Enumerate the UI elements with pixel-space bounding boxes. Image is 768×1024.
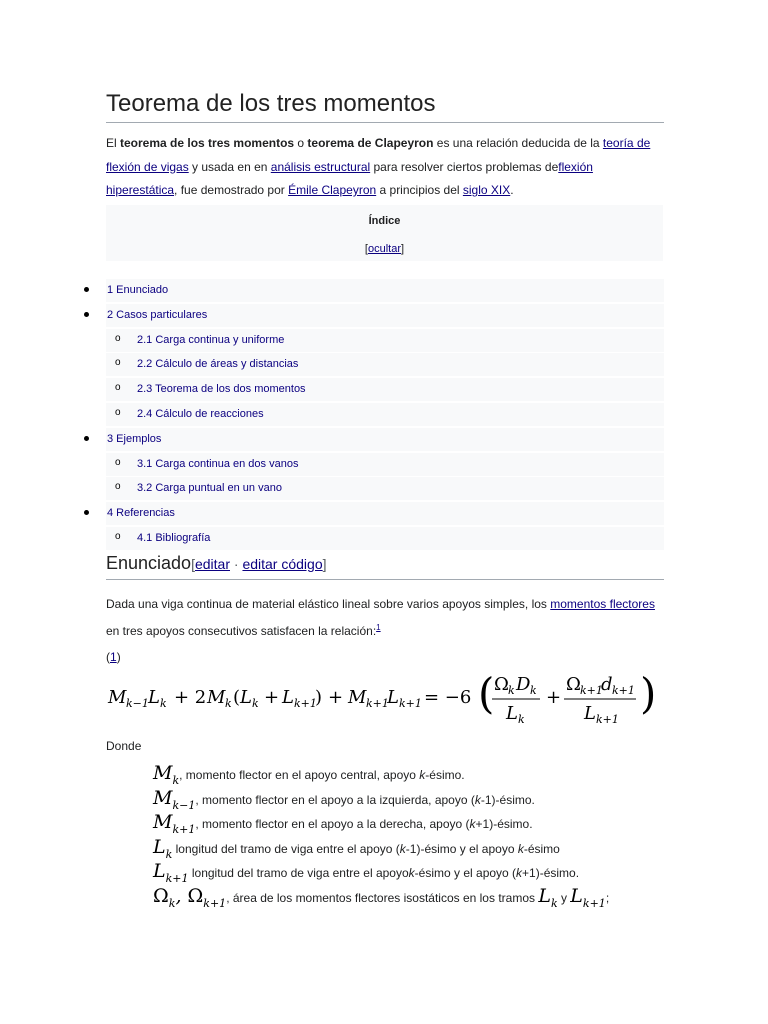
definition-text: longitud del tramo de viga entre el apoyo ( <box>172 841 400 856</box>
statement-paragraph <box>106 593 666 643</box>
toc-link[interactable]: 2.3 Teorema de los dos momentos <box>137 383 306 396</box>
definition-item <box>153 811 673 836</box>
definition-emphasis: k <box>408 866 415 881</box>
circle-bullet-icon: o <box>115 382 121 394</box>
eq-term: L <box>387 687 399 708</box>
math-symbol: $M_k$ <box>153 762 180 787</box>
bold-term: teorema de los tres momentos <box>120 136 295 150</box>
eq-term: d <box>601 674 613 695</box>
section-title: Enunciado <box>106 553 192 573</box>
math-subscript: k <box>172 773 180 787</box>
eq-term: L <box>584 703 596 724</box>
eq-sub: k+1 <box>596 713 619 726</box>
donde-label: Donde <box>106 739 142 753</box>
definition-emphasis: k <box>516 866 523 881</box>
definition-text: +1)-ésimo. <box>475 817 533 832</box>
definition-item-omega <box>153 885 673 910</box>
statement-text: Dada una viga continua de material elástico lineal sobre varios apoyos simples, los <box>106 597 551 611</box>
toc-row-background <box>106 502 664 525</box>
toc-link[interactable]: 2.2 Cálculo de áreas y distancias <box>137 358 299 371</box>
definition-text: y <box>557 890 571 905</box>
definition-text: -1)-ésimo y el apoyo <box>405 841 518 856</box>
eq-term: M <box>108 687 127 708</box>
paren: ( <box>106 650 110 664</box>
definition-item <box>153 787 673 812</box>
definition-text: , momento flector en el apoyo a la derecha, apoyo ( <box>195 817 470 832</box>
toc-link[interactable]: 2.1 Carga continua y uniforme <box>137 333 285 346</box>
link-hiperestatica[interactable]: hiperestática <box>106 183 175 197</box>
eq-sub: k <box>530 684 537 697</box>
bullet-icon <box>84 312 89 317</box>
math-subscript: k+1 <box>165 872 189 886</box>
math-subscript: k+1 <box>582 896 606 910</box>
eq-op: + 2 <box>174 687 207 708</box>
eq-sub: k+1 <box>399 697 422 710</box>
math-symbol: $M_{k-1}$ <box>153 786 196 812</box>
toc-link[interactable]: 3 Ejemplos <box>107 432 162 445</box>
eq-op: + <box>264 687 280 708</box>
circle-bullet-icon: o <box>115 406 121 418</box>
intro-text: a principios del <box>376 183 463 197</box>
math-subscript: k+1 <box>203 896 227 910</box>
three-moment-equation <box>106 668 666 730</box>
eq-paren: ( <box>478 669 495 718</box>
toc-link[interactable]: 3.1 Carga continua en dos vanos <box>137 457 299 470</box>
definition-text: -ésimo. <box>425 768 465 782</box>
bracket: [ <box>191 556 195 572</box>
intro-text: , fue demostrado por <box>174 183 289 197</box>
definitions-list <box>153 762 673 910</box>
eq-term: D <box>516 674 531 695</box>
intro-text: para resolver ciertos problemas de <box>370 159 559 174</box>
intro-text: El <box>106 136 121 150</box>
definition-emphasis: k <box>517 841 524 856</box>
toc-hide-link[interactable]: ocultar <box>367 243 402 255</box>
bracket: ] <box>401 243 405 255</box>
eq-sub: k+1 <box>580 684 603 697</box>
eq-sub: k <box>508 684 515 697</box>
link-momentos-flectores[interactable]: momentos flectores <box>550 597 655 611</box>
eq-term: L <box>240 687 252 708</box>
definition-text: , momento flector en el apoyo a la izquierda, apoyo ( <box>195 792 475 807</box>
link-flexion[interactable]: flexión <box>558 159 593 174</box>
eq-term: L <box>282 687 294 708</box>
definition-text: , área de los momentos flectores isostáticos en los tramos <box>226 890 539 905</box>
eq-op: ( <box>233 687 241 708</box>
link-siglo-xix[interactable]: siglo XIX <box>462 183 511 197</box>
toc-toggle <box>106 243 663 255</box>
math-symbol: $\Omega_{k+1}$ <box>187 884 227 910</box>
intro-text: es una relación deducida de la <box>433 136 603 150</box>
math-symbol: $M_{k+1}$ <box>153 811 196 836</box>
definition-emphasis: k <box>469 817 476 832</box>
math-symbol: $\Omega_k$ <box>153 884 176 910</box>
definition-text: ; <box>605 890 610 905</box>
math-symbol: $L_{k+1}$ <box>570 884 606 910</box>
bullet-icon <box>84 436 89 441</box>
definition-item <box>153 762 673 787</box>
eq-sub: k+1 <box>294 697 317 710</box>
toc-row-background <box>106 428 664 451</box>
eq-term: L <box>148 687 160 708</box>
toc-row-background <box>106 279 664 302</box>
eq-sub: k+1 <box>366 697 389 710</box>
toc-link[interactable]: 2.4 Cálculo de reacciones <box>137 407 264 420</box>
definition-emphasis: k <box>474 792 481 807</box>
math-subscript: k+1 <box>172 822 196 836</box>
intro-text: o <box>294 136 308 150</box>
intro-text: y usada en en <box>188 159 271 174</box>
eq-op: + <box>328 687 344 708</box>
eq-term: Ω <box>494 674 509 695</box>
eq-term: L <box>506 703 518 724</box>
intro-paragraph <box>106 132 666 203</box>
reference-link[interactable]: 1 <box>376 623 381 632</box>
toc-list <box>80 283 664 556</box>
link-emile-clapeyron[interactable]: Émile Clapeyron <box>288 183 377 197</box>
bracket: ] <box>322 556 327 572</box>
definition-emphasis: k <box>419 768 426 782</box>
math-comma: , <box>175 884 188 907</box>
math-subscript: k <box>550 896 558 910</box>
toc-title: Índice <box>368 215 401 227</box>
equation-number-link[interactable]: 1 <box>110 650 117 664</box>
eq-op: ) <box>315 687 323 708</box>
eq-sub: k <box>225 697 232 710</box>
edit-link[interactable]: editar <box>194 556 230 572</box>
bold-term: teorema de Clapeyron <box>307 136 434 150</box>
circle-bullet-icon: o <box>115 332 121 344</box>
definition-text: -ésimo <box>523 841 560 856</box>
eq-sub: k <box>518 713 525 726</box>
circle-bullet-icon: o <box>115 357 121 369</box>
definition-text: -ésimo y el apoyo ( <box>414 866 517 881</box>
toc-link[interactable]: 4 Referencias <box>107 507 175 520</box>
bracket: [ <box>364 243 368 255</box>
definition-text: longitud del tramo de viga entre el apoyo <box>188 866 409 881</box>
page-title: Teorema de los tres momentos <box>106 88 664 123</box>
bullet-icon <box>84 510 89 515</box>
definition-text: +1)-ésimo. <box>522 866 580 881</box>
eq-sub: k+1 <box>612 684 635 697</box>
definition-item <box>153 836 673 861</box>
eq-sub: k−1 <box>126 697 149 710</box>
bullet-icon <box>84 287 89 292</box>
link-analisis-estructural[interactable]: análisis estructural <box>270 159 371 174</box>
definition-text: -1)-ésimo. <box>480 792 535 807</box>
definition-text: , momento flector en el apoyo central, apoyo <box>179 768 420 782</box>
section-heading-enunciado <box>106 551 664 580</box>
circle-bullet-icon: o <box>115 530 121 542</box>
circle-bullet-icon: o <box>115 456 121 468</box>
definition-item <box>153 860 673 885</box>
definition-emphasis: k <box>399 841 406 856</box>
edit-code-link[interactable]: editar código <box>242 556 323 572</box>
math-symbol: $L_k$ <box>538 884 558 910</box>
intro-text: . <box>510 183 514 197</box>
equation-number <box>106 650 121 664</box>
circle-bullet-icon: o <box>115 481 121 493</box>
toc-link[interactable]: 2 Casos particulares <box>107 308 208 321</box>
eq-op: + <box>546 687 562 708</box>
math-subscript: k−1 <box>172 798 196 812</box>
edit-links <box>191 556 326 572</box>
math-subscript: k <box>165 847 173 861</box>
eq-op: = −6 <box>424 687 472 708</box>
statement-text: en tres apoyos consecutivos satisfacen la relación: <box>106 624 377 638</box>
math-symbol: $L_{k+1}$ <box>153 860 189 886</box>
eq-sub: k <box>252 697 259 710</box>
eq-term: Ω <box>566 674 581 695</box>
toc-link[interactable]: 4.1 Bibliografía <box>137 531 211 544</box>
link-teoria-flexion[interactable]: teoría de flexión de vigas <box>106 136 651 174</box>
toc-link[interactable]: 3.2 Carga puntual en un vano <box>137 482 282 495</box>
eq-paren: ) <box>640 669 657 718</box>
math-subscript: k <box>168 896 176 910</box>
eq-term: M <box>348 687 367 708</box>
eq-term: M <box>207 687 226 708</box>
math-symbol: $L_k$ <box>153 835 173 861</box>
toc-link[interactable]: 1 Enunciado <box>107 284 169 296</box>
eq-sub: k <box>160 697 167 710</box>
separator: · <box>230 556 243 572</box>
toc-box <box>106 205 663 261</box>
paren: ) <box>116 650 121 664</box>
